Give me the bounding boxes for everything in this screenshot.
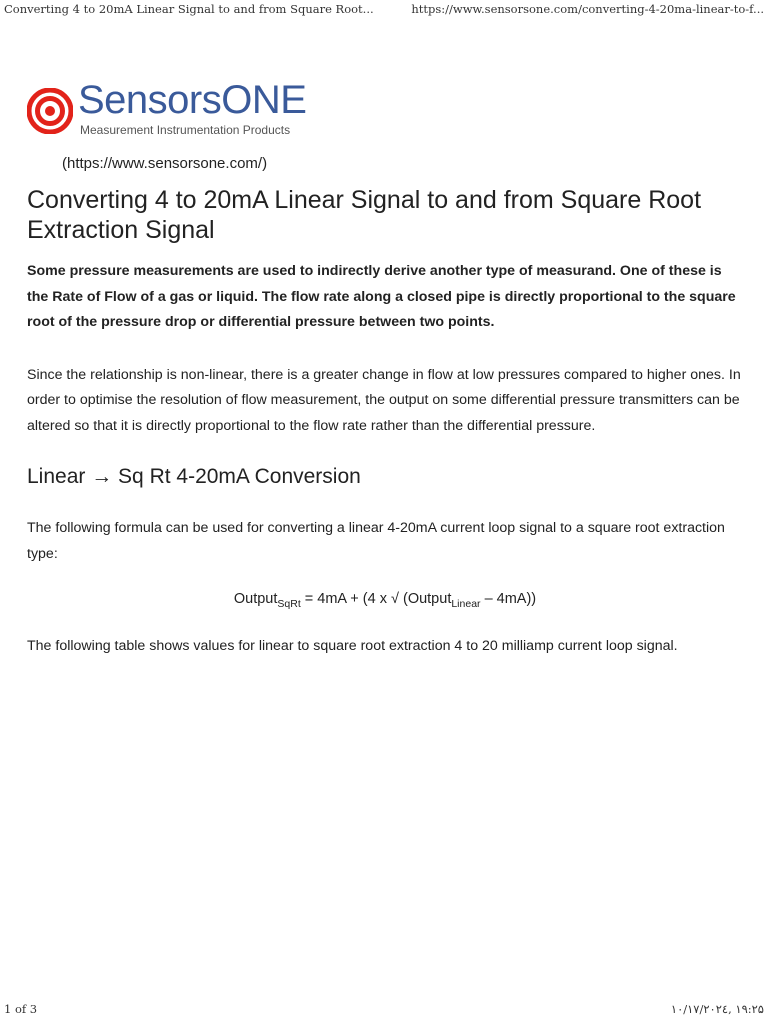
- formula-rhs-subscript: Linear: [451, 597, 481, 610]
- formula-middle: = 4mA + (4 x √ (Output: [300, 591, 452, 607]
- print-page-title: Converting 4 to 20mA Linear Signal to and from Square Root...: [4, 2, 374, 16]
- page-title: Converting 4 to 20mA Linear Signal to and from Square Root Extraction Signal: [27, 186, 702, 244]
- page-count: 1 of 3: [4, 1002, 38, 1016]
- sensorsone-logo[interactable]: [27, 78, 327, 142]
- print-url: https://www.sensorsone.com/converting-4-20ma-linear-to-f...: [411, 2, 764, 16]
- formula-lhs: Output: [233, 591, 278, 607]
- print-header: [0, 0, 768, 22]
- sensorsone-target-icon: [27, 88, 73, 134]
- print-footer: [0, 1002, 768, 1018]
- body-paragraph-2: The following formula can be used for converting a linear 4-20mA current loop signal to a square root extraction type:: [27, 520, 725, 562]
- lead-paragraph: Some pressure measurements are used to indirectly derive another type of measurand. One of these is the Rate of Flow of a gas or liquid. The flow rate along a closed pipe is directly proportional to the square root of the pressure drop or differential pressure between two points.: [27, 263, 736, 330]
- formula-end: – 4mA)): [480, 591, 537, 607]
- body-paragraph-1: Since the relationship is non-linear, there is a greater change in flow at low pressures compared to higher ones. In order to optimise the resolution of flow measurement, the output on some differential pressure transmitters can be altered so that it is directly proportional to the flow rate rather than the differential pressure.: [27, 366, 741, 434]
- print-timestamp: ۱۹:۲۵ ,۲۰۲٤/۱۰/۱۷: [670, 1002, 764, 1016]
- conversion-formula: [27, 589, 743, 614]
- section-heading-linear-to-sqrt: Linear → Sq Rt 4-20mA Conversion: [27, 465, 361, 488]
- formula-lhs-subscript: SqRt: [277, 597, 301, 610]
- article-content: [27, 185, 743, 659]
- logo-tagline: Measurement Instrumentation Products: [80, 123, 291, 137]
- home-link-url[interactable]: (https://www.sensorsone.com/): [62, 155, 268, 172]
- body-paragraph-3: The following table shows values for linear to square root extraction 4 to 20 milliamp current loop signal.: [27, 637, 678, 654]
- logo-brand-name: SensorsONE: [78, 78, 307, 122]
